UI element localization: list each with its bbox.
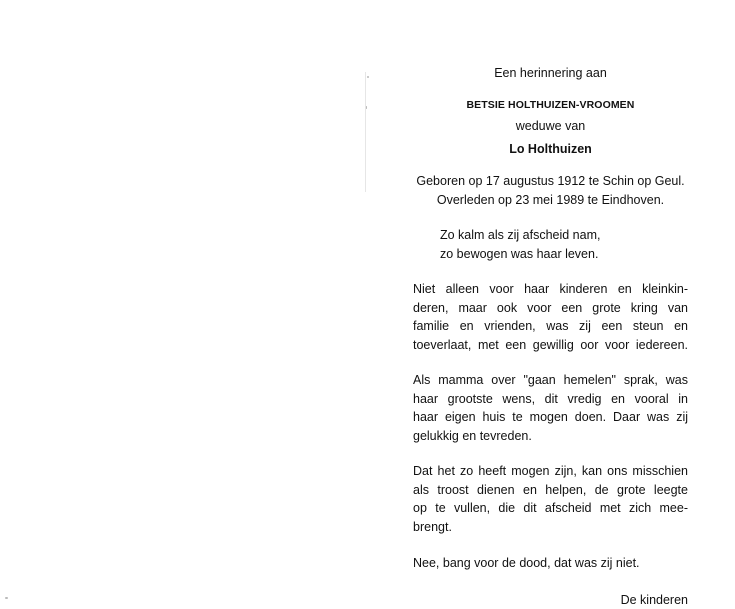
paragraph-line: gelukkig en tevreden.: [413, 427, 688, 446]
intro-line: Een herinnering aan: [413, 64, 688, 83]
paragraph-line: Dat het zo heeft mogen zijn, kan ons misschien: [413, 462, 688, 481]
paragraph-line: als troost dienen en helpen, de grote leegte: [413, 481, 688, 500]
birth-line: Geboren op 17 augustus 1912 te Schin op Geul.: [413, 172, 688, 191]
paragraph-line: haar grootste wens, dit vredig en vooral in: [413, 390, 688, 409]
paper-speck: [366, 106, 367, 109]
paragraph-line: familie en vrienden, was zij een steun en: [413, 317, 688, 336]
paragraph-support: [413, 280, 688, 354]
paragraph-wish: [413, 371, 688, 445]
death-line: Overleden op 23 mei 1989 te Eindhoven.: [413, 191, 688, 210]
paragraph-line: haar eigen huis te mogen doen. Daar was zij: [413, 408, 688, 427]
paragraph-line: brengt.: [413, 518, 688, 537]
closing-line: Nee, bang voor de dood, dat was zij niet.: [413, 554, 688, 573]
life-dates: [413, 172, 688, 209]
deceased-name: BETSIE HOLTHUIZEN-VROOMEN: [413, 96, 688, 115]
paragraph-line: deren, maar ook voor een grote kring van: [413, 299, 688, 318]
spouse-name: Lo Holthuizen: [413, 140, 688, 159]
relation-line: weduwe van: [413, 117, 688, 136]
paragraph-comfort: [413, 462, 688, 536]
paper-speck: [367, 76, 369, 78]
paper-speck: [5, 597, 8, 599]
memorial-text-page: [413, 64, 688, 609]
paragraph-line: toeverlaat, met een gewillig oor voor iedereen.: [413, 336, 688, 355]
paragraph-line: Als mamma over "gaan hemelen" sprak, was: [413, 371, 688, 390]
paragraph-line: Niet alleen voor haar kinderen en kleinkin-: [413, 280, 688, 299]
poem: [440, 226, 688, 263]
signature: De kinderen: [413, 591, 688, 609]
poem-line: zo bewogen was haar leven.: [440, 245, 688, 264]
paragraph-line: op te vullen, die dit afscheid met zich mee-: [413, 499, 688, 518]
poem-line: Zo kalm als zij afscheid nam,: [440, 226, 688, 245]
fold-line: [365, 72, 366, 192]
